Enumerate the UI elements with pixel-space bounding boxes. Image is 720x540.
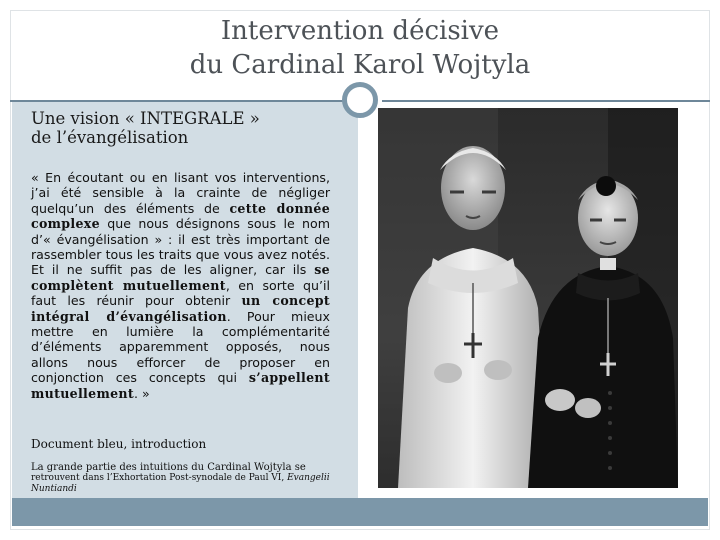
quote-paragraph [31, 170, 330, 401]
title-divider-right [382, 100, 710, 102]
title-line-2: du Cardinal Karol Wojtyla [189, 50, 531, 80]
footnote-line-1: La grande partie des intuitions du Cardinal Wojtyla se [31, 462, 306, 473]
photo-pope-and-cardinal [378, 108, 678, 488]
footnote-line-2-text: retrouvent dans l’Exhortation Post-synodale de Paul VI, [31, 473, 288, 483]
slide-title [10, 14, 710, 82]
quote-text-3: , en sorte qu’il faut les réunir pour obtenir [31, 277, 330, 309]
footnote-line-2 [31, 473, 331, 495]
section-heading [31, 109, 351, 147]
footnote [31, 462, 331, 495]
document-reference: Document bleu, introduction [31, 437, 207, 451]
heading-line-2: de l’évangélisation [31, 128, 189, 147]
heading-line-1: Une vision « INTEGRALE » [31, 109, 260, 128]
footer-bar [12, 498, 708, 526]
quote-text-2: que nous désignons sous le nom d’« évangélisation » : il est très important de rassembler tous les traits que vous avez notés. Et il ne suffit pas de les aligner, car ils [31, 216, 330, 278]
quote-emphasis-2: se complètent mutuellement [31, 262, 330, 293]
quote-text-5: . » [133, 385, 150, 401]
quote-emphasis-1: cette donnée complexe [31, 200, 331, 232]
title-line-1: Intervention décisive [220, 16, 500, 46]
footnote-italic-title: Evangelii Nuntiandi [31, 473, 330, 494]
quote-text-1: « En écoutant ou en lisant vos interventions, j’ai été sensible à la crainte de négliger quelqu’un des éléments de [31, 170, 330, 216]
quote-emphasis-4: s’appellent mutuellement [31, 370, 330, 401]
quote-emphasis-3: un concept intégral d’évangélisation [31, 293, 330, 324]
quote-text-4: . Pour mieux mettre en lumière la complémentarité d’éléments apparemment opposés, nous allons nous efforcer de proposer en conjonction ces concepts qui [31, 308, 330, 386]
